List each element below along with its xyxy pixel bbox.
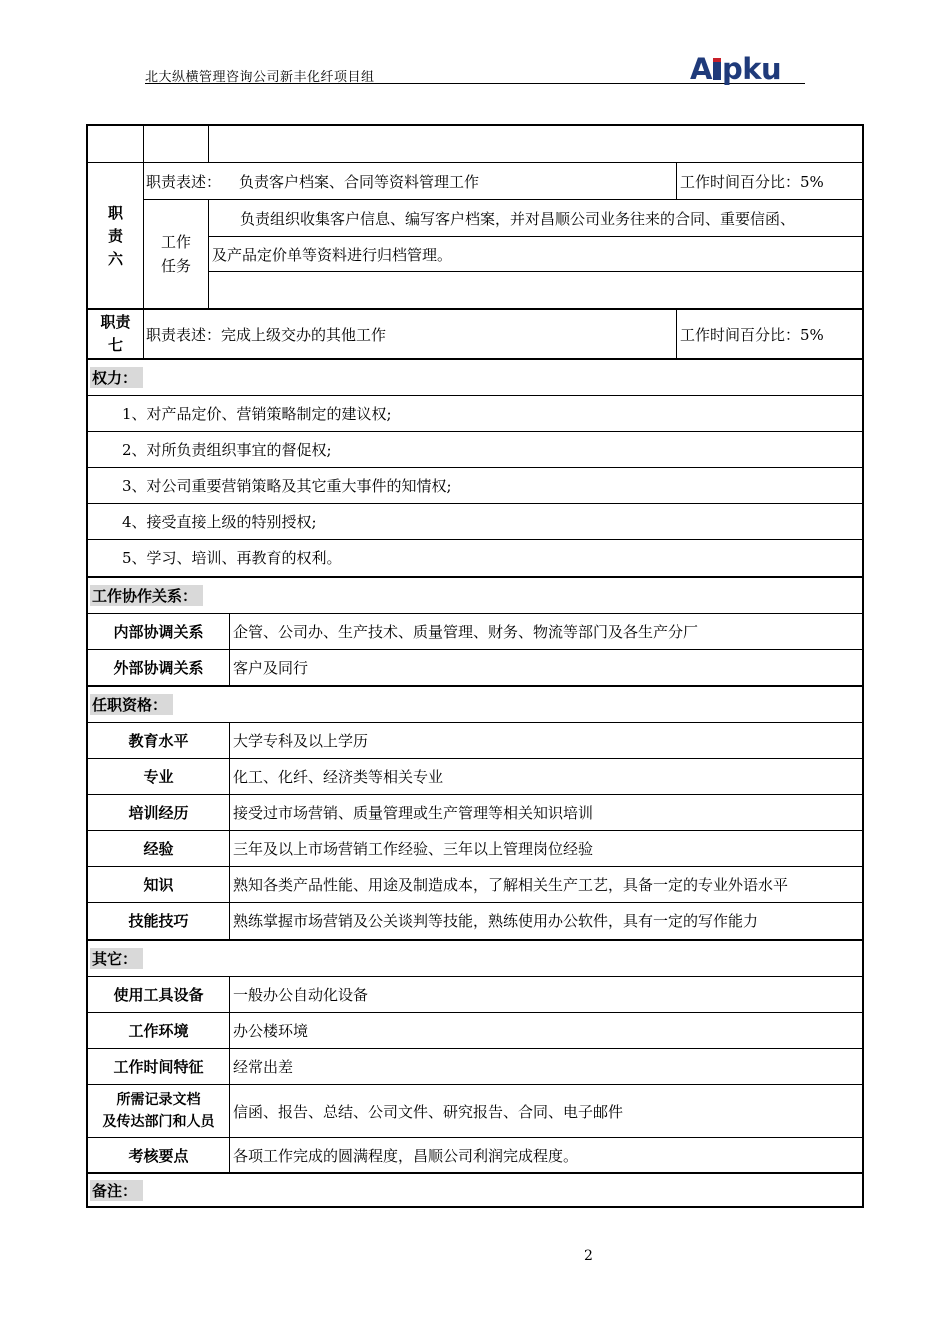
grid-line (208, 271, 864, 272)
cooperation-title-text: 工作协作关系： (90, 585, 203, 606)
authority-item: 5、学习、培训、再教育的权利。 (122, 549, 342, 567)
qualification-title (90, 687, 860, 721)
grid-line (676, 308, 677, 358)
grid-line (143, 126, 144, 162)
grid-line (208, 199, 209, 308)
duty6-time-pct: 工作时间百分比：5% (680, 172, 824, 191)
duty7-desc: 职责表述：完成上级交办的其他工作 (146, 325, 387, 344)
other-value: 一般办公自动化设备 (233, 986, 369, 1004)
qualification-label: 经验 (143, 840, 174, 858)
company-logo (690, 52, 808, 86)
other-value: 信函、报告、总结、公司文件、研究报告、合同、电子邮件 (233, 1102, 624, 1121)
other-records-label-line: 所需记录文档 (116, 1092, 201, 1108)
other-title-text: 其它： (90, 948, 143, 969)
job-description-table (86, 124, 864, 1208)
grid-line (143, 308, 144, 358)
other-value: 各项工作完成的圆满程度，昌顺公司利润完成程度。 (233, 1146, 579, 1165)
other-title (90, 941, 860, 975)
duty7-label-line: 七 (107, 336, 123, 354)
other-label: 使用工具设备 (113, 986, 204, 1004)
remarks-title-text: 备注： (90, 1180, 143, 1201)
header-company-project: 北大纵横管理咨询公司新丰化纤项目组 (145, 70, 375, 85)
other-value: 经常出差 (233, 1058, 294, 1076)
qualification-value: 三年及以上市场营销工作经验、三年以上管理岗位经验 (233, 840, 594, 858)
authority-item: 2、对所负责组织事宜的督促权; (122, 441, 332, 459)
qualification-label: 知识 (143, 876, 174, 894)
duty6-desc-label: 职责表述： (146, 172, 222, 191)
cooperation-internal-label: 内部协调关系 (113, 623, 204, 641)
duty7-label-line: 职责 (100, 313, 131, 331)
other-records-label-line: 及传达部门和人员 (102, 1114, 215, 1130)
qualification-value: 熟练掌握市场营销及公关谈判等技能，熟练使用办公软件，具有一定的写作能力 (233, 912, 759, 930)
duty6-label-char: 职 (107, 203, 123, 222)
grid-line (229, 976, 230, 1172)
duty6-label (88, 163, 143, 309)
duty6-label-char: 六 (107, 249, 123, 268)
remarks-title (90, 1174, 860, 1206)
logo-text-pku: pku (721, 52, 782, 86)
authority-title (90, 360, 860, 394)
qualification-value: 大学专科及以上学历 (233, 732, 369, 750)
qualification-label: 教育水平 (128, 732, 189, 750)
duty6-task-label (144, 200, 208, 308)
qualification-title-text: 任职资格： (90, 694, 173, 715)
duty7-label (88, 310, 143, 358)
grid-line (676, 162, 677, 199)
duty6-task-label-line: 工作 (160, 233, 191, 251)
duty7-time-pct: 工作时间百分比：5% (680, 325, 824, 344)
page-number: 2 (584, 1248, 593, 1264)
duty6-label-char: 责 (107, 226, 123, 245)
authority-item: 4、接受直接上级的特别授权; (122, 513, 317, 531)
other-label: 考核要点 (128, 1146, 189, 1165)
qualification-label: 培训经历 (128, 804, 189, 822)
qualification-value: 化工、化纤、经济类等相关专业 (233, 768, 444, 786)
qualification-value: 熟知各类产品性能、用途及制造成本，了解相关生产工艺，具备一定的专业外语水平 (233, 876, 789, 894)
qualification-label: 专业 (143, 768, 174, 786)
qualification-value: 接受过市场营销、质量管理或生产管理等相关知识培训 (233, 804, 594, 822)
other-records-label (88, 1085, 229, 1137)
duty6-desc-text: 负责客户档案、合同等资料管理工作 (239, 172, 480, 191)
cooperation-internal-value: 企管、公司办、生产技术、质量管理、财务、物流等部门及各生产分厂 (233, 623, 699, 641)
authority-item: 1、对产品定价、营销策略制定的建议权; (122, 405, 392, 423)
logo-bar-icon (713, 58, 721, 80)
other-label: 工作时间特征 (113, 1058, 204, 1076)
cooperation-external-value: 客户及同行 (233, 659, 309, 677)
duty6-task-line1: 负责组织收集客户信息、编写客户档案，并对昌顺公司业务往来的合同、重要信函、 (240, 209, 796, 228)
logo-letter-a: A (690, 52, 712, 86)
cooperation-title (90, 578, 860, 612)
qualification-label: 技能技巧 (128, 912, 189, 930)
other-label: 工作环境 (128, 1022, 189, 1040)
other-value: 办公楼环境 (233, 1022, 309, 1040)
cooperation-external-label: 外部协调关系 (113, 659, 204, 677)
authority-title-text: 权力： (90, 367, 143, 388)
duty6-task-label-line: 任务 (160, 257, 191, 275)
duty6-task-line2: 及产品定价单等资料进行归档管理。 (212, 245, 453, 264)
authority-item: 3、对公司重要营销策略及其它重大事件的知情权; (122, 477, 452, 495)
grid-line (208, 126, 209, 162)
